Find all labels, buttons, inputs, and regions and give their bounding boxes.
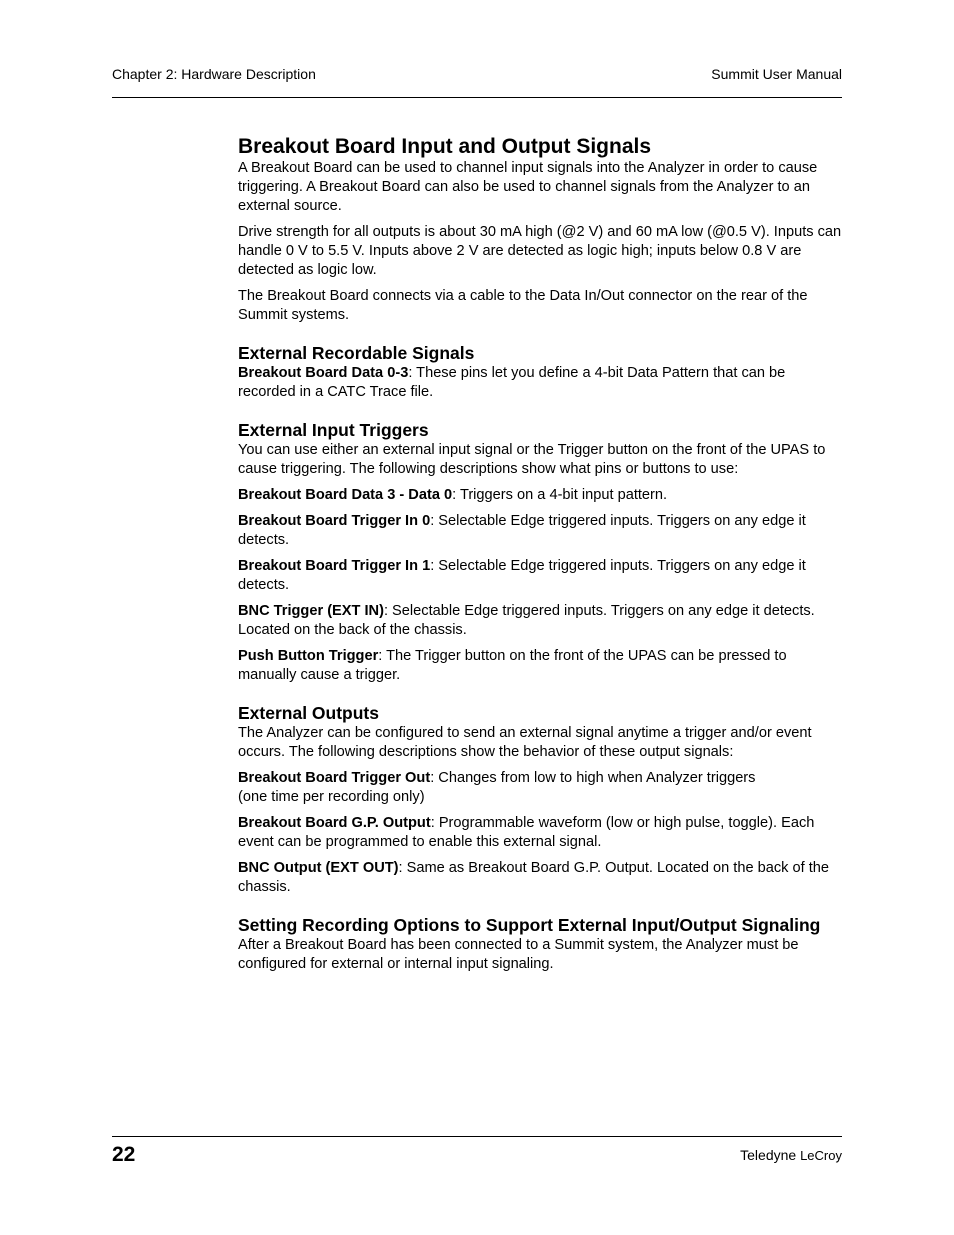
- footer-company-a: Teledyne: [740, 1147, 797, 1163]
- subsection-heading-setting: Setting Recording Options to Support External Input/Output Signaling: [238, 915, 821, 935]
- intro-paragraph: The Breakout Board connects via a cable to the Data In/Out connector on the rear of the Summit systems.: [238, 288, 808, 323]
- definition-text: : These pins let you define a 4-bit Data Pattern that can be recorded in a CATC Trace file.: [238, 365, 786, 400]
- definition-term: Breakout Board Data 3 - Data 0: [238, 487, 453, 503]
- subsection-intro: You can use either an external input signal or the Trigger button on the front of the UPAS to cause triggering. The following descriptions show what pins or buttons to use:: [238, 442, 826, 477]
- definition-text: (one time per recording only): [238, 789, 425, 805]
- definition-term: Breakout Board Trigger In 0: [238, 513, 431, 529]
- definition-term: BNC Trigger (EXT IN): [238, 603, 384, 619]
- subsection-paragraph: After a Breakout Board has been connected to a Summit system, the Analyzer must be configured for external or internal input signaling.: [238, 937, 799, 972]
- section-title: Breakout Board Input and Output Signals: [238, 135, 652, 158]
- definition-term: Push Button Trigger: [238, 648, 379, 664]
- page-body: [238, 134, 842, 974]
- definition-term: Breakout Board G.P. Output: [238, 815, 431, 831]
- definition-text: : The Trigger button on the front of the UPAS can be pressed to manually cause a trigger.: [238, 648, 787, 683]
- definition-item: [238, 486, 842, 505]
- definition-item: [238, 364, 842, 402]
- footer-company-b: LeCroy: [800, 1148, 842, 1163]
- definition-term: Breakout Board Data 0-3: [238, 365, 409, 381]
- running-header-chapter: Chapter 2: Hardware Description: [112, 66, 316, 82]
- page-number: 22: [112, 1143, 136, 1166]
- subsection-intro: The Analyzer can be configured to send an external signal anytime a trigger and/or event occurs. The following descriptions show the behavior of these output signals:: [238, 725, 812, 760]
- subsection-heading-outputs: External Outputs: [238, 703, 379, 723]
- definition-item: [238, 647, 842, 685]
- definition-text: : Changes from low to high when Analyzer triggers: [430, 770, 756, 786]
- running-header-manual: Summit User Manual: [711, 66, 842, 82]
- header-rule: [112, 97, 842, 98]
- definition-item: [238, 814, 842, 852]
- definition-term: BNC Output (EXT OUT): [238, 860, 399, 876]
- definition-item: [238, 859, 842, 897]
- footer-rule: [112, 1136, 842, 1137]
- definition-item: [238, 769, 842, 807]
- subsection-heading-recordable: External Recordable Signals: [238, 343, 475, 363]
- definition-text: : Selectable Edge triggered inputs. Triggers on any edge it detects.: [238, 558, 806, 593]
- definition-text: : Programmable waveform (low or high pulse, toggle). Each event can be programmed to enable this external signal.: [238, 815, 815, 850]
- footer-company: [740, 1147, 842, 1163]
- subsection-heading-triggers: External Input Triggers: [238, 420, 429, 440]
- definition-term: Breakout Board Trigger Out: [238, 770, 431, 786]
- intro-paragraph: A Breakout Board can be used to channel input signals into the Analyzer in order to cause triggering. A Breakout Board can also be used to channel signals from the Analyzer to an external source.: [238, 160, 818, 214]
- definition-item: [238, 602, 842, 640]
- definition-text: : Triggers on a 4-bit input pattern.: [452, 487, 668, 503]
- definition-term: Breakout Board Trigger In 1: [238, 558, 431, 574]
- definition-text: : Selectable Edge triggered inputs. Triggers on any edge it detects.: [238, 513, 806, 548]
- intro-paragraph: Drive strength for all outputs is about 30 mA high (@2 V) and 60 mA low (@0.5 V). Inputs can handle 0 V to 5.5 V. Inputs above 2 V are detected as logic high; inputs below 0.8 V are detected as logic low.: [238, 224, 842, 278]
- definition-item: [238, 557, 842, 595]
- definition-item: [238, 512, 842, 550]
- definition-text: : Selectable Edge triggered inputs. Triggers on any edge it detects. Located on the back of the chassis.: [238, 603, 815, 638]
- definition-text: : Same as Breakout Board G.P. Output. Located on the back of the chassis.: [238, 860, 830, 895]
